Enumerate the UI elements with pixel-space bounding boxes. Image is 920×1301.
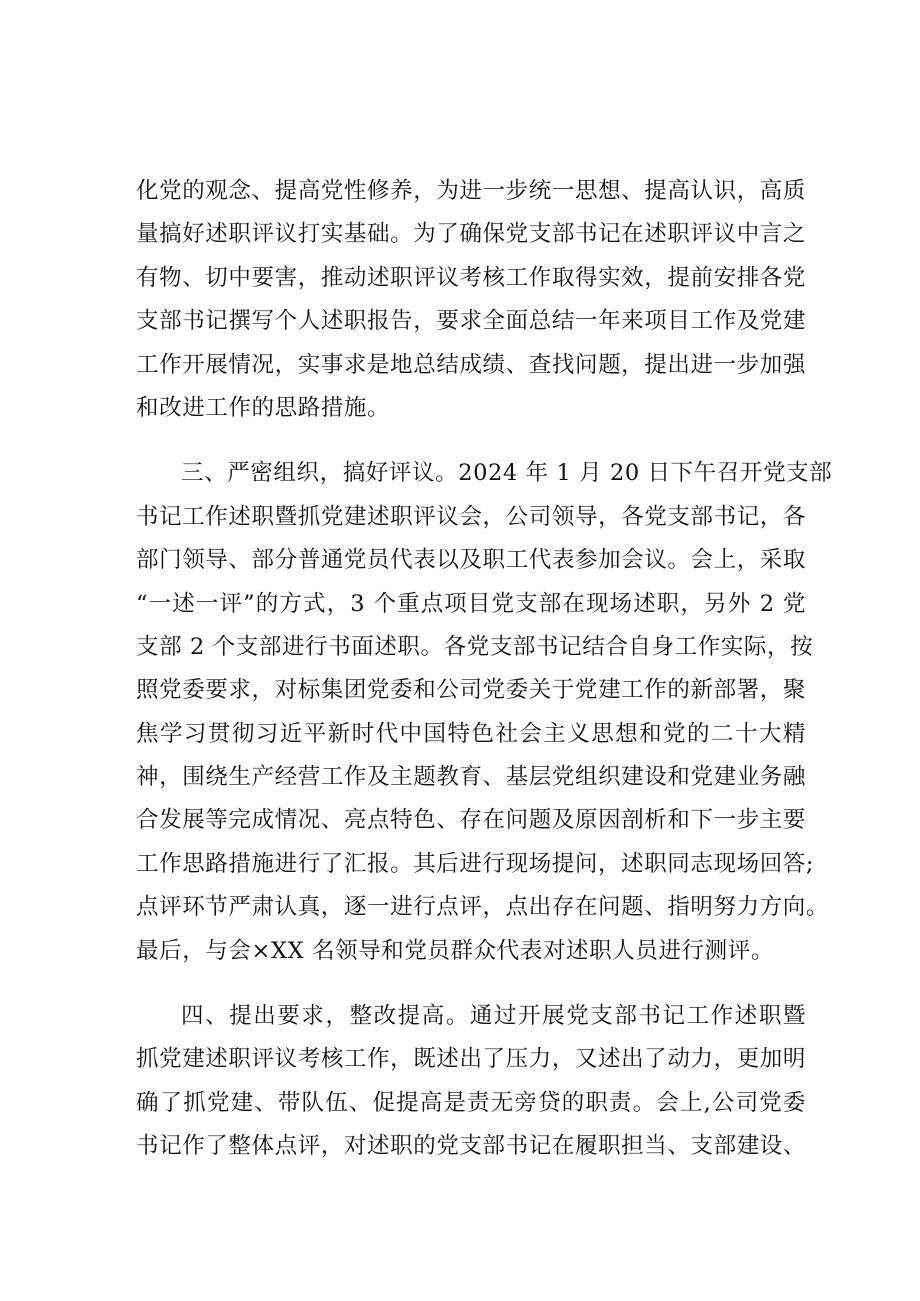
text-line: 焦学习贯彻习近平新时代中国特色社会主义思想和党的二十大精 <box>136 720 806 747</box>
text-line: 确了抓党建、带队伍、促提高是责无旁贷的职责。会上,公司党委 <box>136 1089 806 1116</box>
text-line: 合发展等完成情况、亮点特色、存在问题及原因剖析和下一步主要 <box>136 807 806 834</box>
text-line: “一述一评”的方式，3 个重点项目党支部在现场述职，另外 2 党 <box>136 590 806 617</box>
text-line: 工作思路措施进行了汇报。其后进行现场提问，述职同志现场回答; <box>136 850 815 877</box>
text-line: 支部 2 个支部进行书面述职。各党支部书记结合自身工作实际，按 <box>136 633 814 660</box>
text-line: 照党委要求，对标集团党委和公司党委关于党建工作的新部署，聚 <box>136 677 806 704</box>
paragraph-spacer <box>136 973 806 995</box>
text-line: 化党的观念、提高党性修养，为进一步统一思想、提高认识，高质 <box>136 178 806 204</box>
text-line: 点评环节严肃认真，逐一进行点评，点出存在问题、指明努力方向。 <box>136 894 830 921</box>
text-line: 量搞好述职评议打实基础。为了确保党支部书记在述职评议中言之 <box>136 221 806 248</box>
document-body <box>136 170 833 1169</box>
text-line: 抓党建述职评议考核工作，既述出了压力，又述出了动力，更加明 <box>136 1046 806 1073</box>
paragraph-spacer <box>136 430 806 452</box>
text-line: 最后，与会×XX 名领导和党员群众代表对述职人员进行测评。 <box>136 937 774 964</box>
text-line: 四、提出要求，整改提高。通过开展党支部书记工作述职暨 <box>181 1003 806 1030</box>
text-line: 部门领导、部分普通党员代表以及职工代表参加会议。会上，采取 <box>136 547 806 574</box>
text-line: 三、严密组织，搞好评议。2024 年 1 月 20 日下午召开党支部 <box>181 460 833 487</box>
paragraph-1 <box>136 170 806 430</box>
text-line: 有物、切中要害，推动述职评议考核工作取得实效，提前安排各党 <box>136 264 806 291</box>
text-line: 工作开展情况，实事求是地总结成绩、查找问题，提出进一步加强 <box>136 351 806 378</box>
text-line: 神，围绕生产经营工作及主题教育、基层党组织建设和党建业务融 <box>136 764 806 791</box>
paragraph-2 <box>136 452 833 973</box>
text-line: 和改进工作的思路措施。 <box>136 394 391 421</box>
text-line: 支部书记撰写个人述职报告，要求全面总结一年来项目工作及党建 <box>136 308 806 335</box>
text-line: 书记工作述职暨抓党建述职评议会，公司领导，各党支部书记，各 <box>136 503 806 530</box>
paragraph-3 <box>136 995 806 1169</box>
text-line: 书记作了整体点评，对述职的党支部书记在履职担当、支部建设、 <box>136 1133 806 1160</box>
